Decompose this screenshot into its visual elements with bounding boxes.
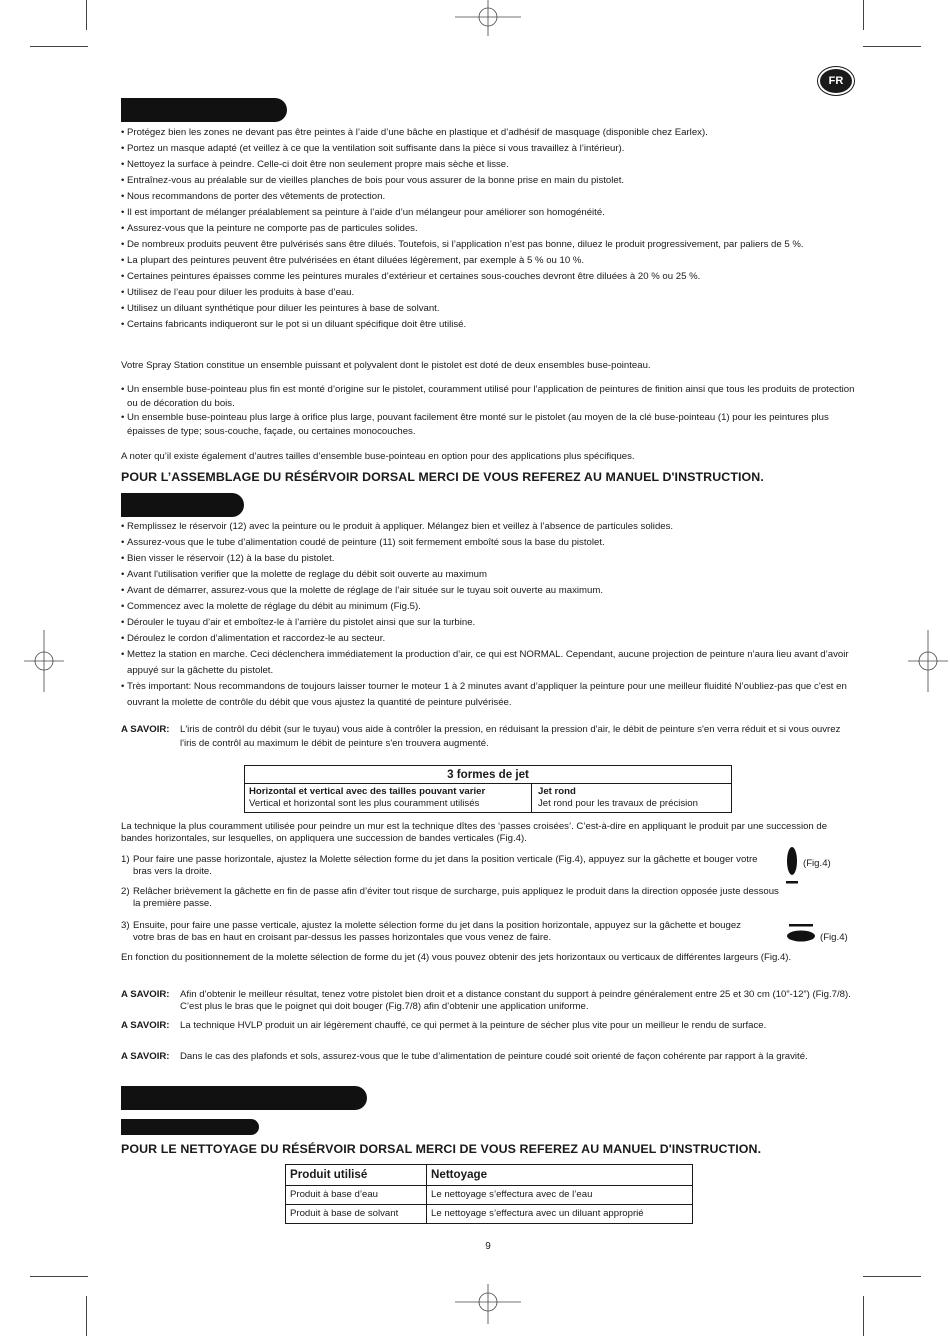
table-header-row — [286, 1165, 692, 1186]
list-item: • Un ensemble buse-pointeau plus large à orifice plus large, pouvant facilement être monté sur le pistolet (au moyen de la clé buse-pointeau (1) pour les peintures plus épaisses de type; sous-couche, façade, ou certaines monocouches. — [121, 411, 856, 439]
crop-mark — [30, 46, 88, 47]
table-cell: Le nettoyage s’effectura avec un diluant approprié — [431, 1208, 644, 1219]
savoir-label: A SAVOIR: — [121, 1051, 170, 1062]
table-cell: Le nettoyage s’effectura avec de l’eau — [431, 1189, 593, 1200]
list-item: • Certaines peintures épaisses comme les peintures murales d’extérieur et certaines sous-couches devront être diluées à 20 % ou 25 %. — [121, 269, 856, 285]
jet-col2-head: Jet rond — [538, 786, 576, 797]
assembly-heading: POUR L’ASSEMBLAGE DU RÉSÉRVOIR DORSAL MERCI DE VOUS REFEREZ AU MANUEL D'INSTRUCTION. — [121, 470, 764, 484]
list-item: • Il est important de mélanger préalablement sa peinture à l’aide d’un mélangeur pour améliorer son homogénéité. — [121, 205, 856, 221]
registration-mark-right — [908, 630, 948, 692]
step-text: Relâcher brièvement la gâchette en fin de passe afin d’éviter tout risque de surcharge, puis appliquez le produit dans la direction opposée juste dessous la première passe. — [133, 886, 779, 909]
list-item — [121, 886, 781, 910]
list-item: • Commencez avec la molette de réglage du débit au minimum (Fig.5). — [121, 599, 856, 615]
jet-table-title: 3 formes de jet — [245, 766, 731, 784]
savoir-note-1 — [121, 723, 856, 751]
list-item: • Un ensemble buse-pointeau plus fin est monté d’origine sur le pistolet, couramment utilisé pour l’application de peintures de finition ainsi que tous les produits de protection ou de décoration du bois. — [121, 383, 856, 411]
list-item: • Assurez-vous que la peinture ne comporte pas de particules solides. — [121, 221, 856, 237]
list-item: • Utilisez de l’eau pour diluer les produits à base d’eau. — [121, 285, 856, 301]
usage-list — [121, 519, 856, 711]
jet-col1-head: Horizontal et vertical avec des tailles pouvant varier — [249, 786, 486, 797]
list-item — [121, 854, 761, 878]
fig-4-label-horizontal: (Fig.4) — [820, 932, 848, 943]
section-header-bar-preparation — [121, 98, 287, 122]
cleaning-heading: POUR LE NETTOYAGE DU RÉSÉRVOIR DORSAL MERCI DE VOUS REFEREZ AU MANUEL D'INSTRUCTION. — [121, 1142, 762, 1156]
vertical-jet-icon — [785, 846, 799, 886]
savoir-text: Dans le cas des plafonds et sols, assurez-vous que le tube d’alimentation de peinture coudé soit orienté de façon cohérente par rapport à la gravité. — [180, 1051, 808, 1062]
list-item: • Bien visser le réservoir (12) à la base du pistolet. — [121, 551, 856, 567]
list-item: • Entraînez-vous au préalable sur de vieilles planches de bois pour vous assurer de la bonne prise en main du pistolet. — [121, 173, 856, 189]
crop-mark — [863, 46, 921, 47]
savoir-text: La technique HVLP produit un air légèrement chauffé, ce qui permet à la peinture de sécher plus vite pour un meilleur le rendu de surface. — [180, 1020, 767, 1031]
step-number: 3) — [121, 920, 130, 931]
section-header-bar-usage — [121, 493, 244, 517]
table-header-product: Produit utilisé — [286, 1165, 427, 1185]
step-text: Ensuite, pour faire une passe verticale, ajustez la molette sélection forme du jet dans la position horizontale, appuyez sur la gâchette et bougez votre bras de bas en haut en croisant par-dessus les passes horizontales que vous venez de faire. — [133, 920, 741, 943]
list-item: • De nombreux produits peuvent être pulvérisés sans être dilués. Toutefois, si l’application n’est pas bonne, diluez le produit progressivement, par paliers de 5 %. — [121, 237, 856, 253]
list-item: • Nous recommandons de porter des vêtements de protection. — [121, 189, 856, 205]
section-header-bar-cleaning — [121, 1086, 367, 1110]
list-item: • Protégez bien les zones ne devant pas être peintes à l’aide d’une bâche en plastique et d’adhésif de masquage (disponible chez Earlex). — [121, 125, 856, 141]
registration-mark-left — [24, 630, 64, 692]
jet-table-cell — [245, 784, 532, 812]
spray-station-intro: Votre Spray Station constitue un ensemble puissant et polyvalent dont le pistolet est doté de deux ensembles buse-pointeau. — [121, 360, 651, 371]
savoir-note-3 — [121, 1020, 856, 1032]
cleaning-table — [285, 1164, 693, 1224]
crop-mark — [863, 0, 864, 30]
table-row — [286, 1205, 692, 1223]
language-badge: FR — [818, 67, 854, 95]
table-cell: Produit à base d’eau — [286, 1186, 427, 1204]
fig-4-label-vertical: (Fig.4) — [803, 858, 831, 869]
savoir-text: L'iris de contrôl du débit (sur le tuyau) vous aide à contrôler la pression, en réduisant la pression d'air, le débit de peinture s'en verra réduit et si vous ouvrez l'iris de contrôl au maximum le débit de peinture s'en trouvera augmenté. — [180, 724, 841, 749]
list-item: • Très important: Nous recommandons de toujours laisser tourner le moteur 1 à 2 minutes avant d’appliquer la peinture pour une meilleur fluidité N’oubliez-pas que c'est en ouvrant la molette de contrôle du débit que vous ajustez la quantité de peinture pulvérisée. — [121, 679, 856, 711]
nozzle-note: A noter qu’il existe également d’autres tailles d’ensemble buse-pointeau en option pour des applications plus spécifiques. — [121, 451, 635, 462]
list-item: • Remplissez le réservoir (12) avec la peinture ou le produit à appliquer. Mélangez bien et veillez à l’absence de particules solides. — [121, 519, 856, 535]
list-item: • La plupart des peintures peuvent être pulvérisées en étant diluées légèrement, par exemple à 5 % ou 10 %. — [121, 253, 856, 269]
crop-mark — [86, 0, 87, 30]
cross-pass-technique: La technique la plus couramment utilisée pour peindre un mur est la technique dîtes des ‘passes croisées’. C’est-à-dire en appliquant le produit par une succession de bandes horizontales, sur lesquelles, on appliquera une succession de bandes verticales (Fig.4). — [121, 821, 828, 844]
crop-mark — [863, 1276, 921, 1277]
savoir-label: A SAVOIR: — [121, 1020, 170, 1031]
list-item: • Nettoyez la surface à peindre. Celle-ci doit être non seulement propre mais sèche et lisse. — [121, 157, 856, 173]
list-item: • Avant de démarrer, assurez-vous que la molette de réglage de l’air située sur le tuyau soit ouverte au maximum. — [121, 583, 856, 599]
list-item: • Avant l'utilisation verifier que la molette de reglage du débit soit ouverte au maximum — [121, 567, 856, 583]
crop-mark — [863, 1296, 864, 1336]
horizontal-jet-icon — [785, 924, 817, 944]
crop-mark — [86, 1296, 87, 1336]
savoir-label: A SAVOIR: — [121, 724, 170, 735]
jet-col1-text: Vertical et horizontal sont les plus couramment utilisés — [249, 798, 480, 809]
nozzle-list — [121, 383, 856, 439]
table-cell: Produit à base de solvant — [286, 1205, 427, 1223]
jet-table-cell — [532, 784, 731, 812]
list-item: • Assurez-vous que le tube d’alimentation coudé de peinture (11) soit fermement emboîté sous la base du pistolet. — [121, 535, 856, 551]
list-item — [121, 920, 761, 944]
step-text: Pour faire une passe horizontale, ajustez la Molette sélection forme du jet dans la position verticale (Fig.4), appuyez sur la gâchette et bouger votre bras vers la droite. — [133, 854, 758, 877]
list-item: • Dérouler le tuyau d’air et emboîtez-le à l’arrière du pistolet ainsi que sur la turbine. — [121, 615, 856, 631]
savoir-label: A SAVOIR: — [121, 989, 170, 1000]
jet-positioning: En fonction du positionnement de la molette sélection de forme du jet (4) vous pouvez obtenir des jets horizontaux ou verticaux de différentes largeurs (Fig.4). — [121, 952, 792, 963]
page-number: 9 — [485, 1241, 491, 1252]
table-header-cleaning: Nettoyage — [431, 1168, 488, 1181]
registration-mark-bottom — [455, 1284, 521, 1324]
preparation-list — [121, 125, 856, 333]
list-item: • Certains fabricants indiqueront sur le pot si un diluant spécifique doit être utilisé. — [121, 317, 856, 333]
list-item: • Déroulez le cordon d’alimentation et raccordez-le au secteur. — [121, 631, 856, 647]
savoir-note-2 — [121, 989, 856, 1013]
savoir-text: Afin d’obtenir le meilleur résultat, tenez votre pistolet bien droit et a distance constant du support à peindre généralement entre 25 et 30 cm (10”-12”) (Fig.7/8). C’est plus le bras que le poignet qui doit bouger (Fig.7/8) afin d’obtenir une application uniforme. — [180, 989, 851, 1012]
list-item: • Mettez la station en marche. Ceci déclenchera immédiatement la production d’air, ce qui est NORMAL. Cependant, aucune projection de peinture n’aura lieu avant d’avoir appuyé sur la gâchette du pistolet. — [121, 647, 856, 679]
step-number: 2) — [121, 886, 130, 897]
list-item: • Portez un masque adapté (et veillez à ce que la ventilation soit suffisante dans la pièce si vous travaillez à l’intérieur). — [121, 141, 856, 157]
step-number: 1) — [121, 854, 130, 865]
jet-shapes-table — [244, 765, 732, 813]
section-subheader-bar-cleaning — [121, 1119, 259, 1135]
registration-mark-top — [455, 0, 521, 36]
list-item: • Utilisez un diluant synthétique pour diluer les peintures à base de solvant. — [121, 301, 856, 317]
table-row — [286, 1186, 692, 1205]
table-row — [245, 784, 731, 812]
jet-col2-text: Jet rond pour les travaux de précision — [538, 798, 698, 809]
savoir-note-4 — [121, 1051, 856, 1063]
crop-mark — [30, 1276, 88, 1277]
